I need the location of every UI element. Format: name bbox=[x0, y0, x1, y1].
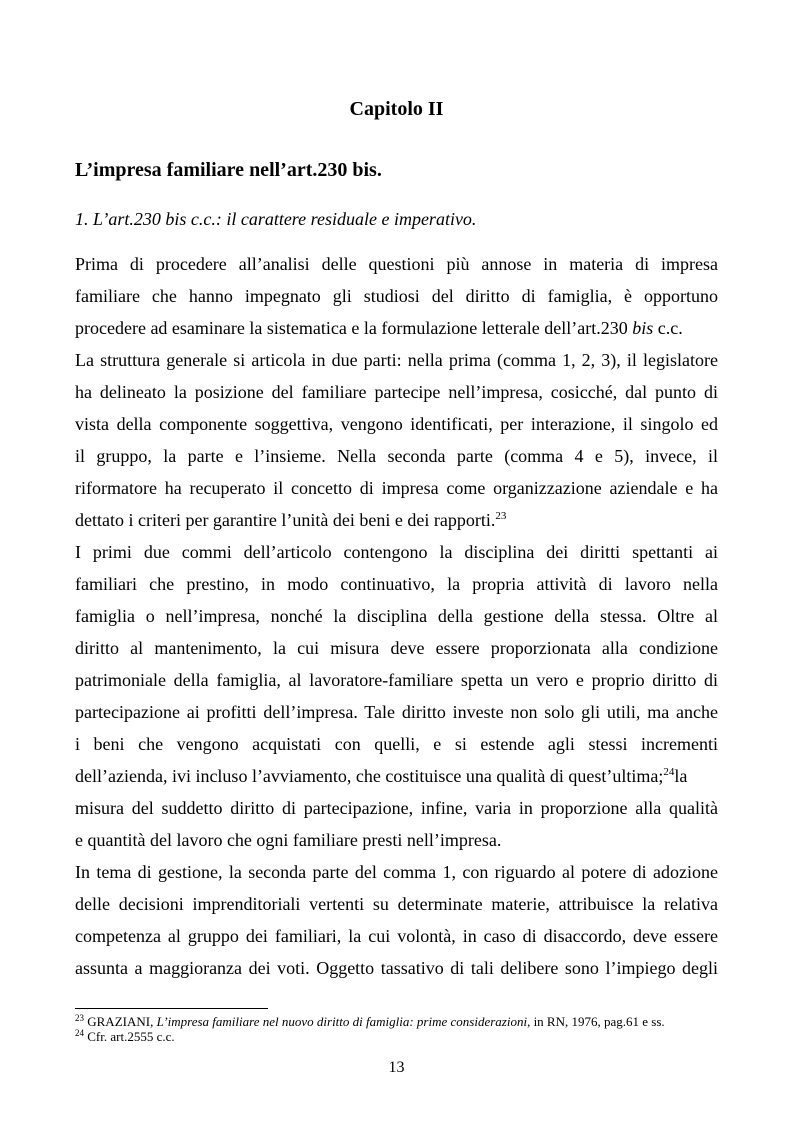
footnote-text: Cfr. art.2555 c.c. bbox=[87, 1029, 175, 1044]
footnote-number: 23 bbox=[75, 1013, 84, 1023]
footnote-number: 24 bbox=[75, 1028, 84, 1038]
body-line: La struttura generale si articola in due parti: nella prima (comma 1, 2, 3), il legislatore bbox=[75, 350, 718, 370]
footnote-separator bbox=[75, 1008, 268, 1009]
body-line bbox=[75, 312, 718, 344]
body-line: diritto al mantenimento, la cui misura deve essere proporzionata alla condizione bbox=[75, 638, 718, 658]
body-line: famiglia o nell’impresa, nonché la disciplina della gestione della stessa. Oltre al bbox=[75, 606, 718, 626]
subsection-title: 1. L’art.230 bis c.c.: il carattere residuale e imperativo. bbox=[75, 209, 477, 229]
footnote-23 bbox=[75, 1014, 718, 1029]
footnote-24 bbox=[75, 1029, 718, 1044]
body-line: riformatore ha recuperato il concetto di impresa come organizzazione aziendale e ha bbox=[75, 478, 718, 498]
body-line: ha delineato la posizione del familiare partecipe nell’impresa, cosicché, dal punto di bbox=[75, 382, 718, 402]
italic-term: bis bbox=[632, 318, 654, 338]
text-run: c.c. bbox=[653, 318, 683, 338]
body-line: familiare che hanno impegnato gli studiosi del diritto di famiglia, è opportuno bbox=[75, 286, 718, 306]
body-line: il gruppo, la parte e l’insieme. Nella seconda parte (comma 4 e 5), invece, il bbox=[75, 446, 718, 466]
body-line: Prima di procedere all’analisi delle questioni più annose in materia di impresa bbox=[75, 254, 718, 274]
section-title: L’impresa familiare nell’art.230 bis. bbox=[75, 159, 382, 181]
footnotes bbox=[75, 1014, 718, 1044]
text-run: dell’azienda, ivi incluso l’avviamento, che costituisce una qualità di quest’ultima; bbox=[75, 766, 664, 786]
body-line: I primi due commi dell’articolo contengono la disciplina dei diritti spettanti ai bbox=[75, 542, 718, 562]
footnote-title: L’impresa familiare nel nuovo diritto di famiglia: prime considerazioni bbox=[156, 1014, 528, 1029]
body-line: i beni che vengono acquistati con quelli, e si estende agli stessi incrementi bbox=[75, 734, 718, 754]
chapter-heading: Capitolo II bbox=[349, 98, 444, 120]
body-line: e quantità del lavoro che ogni familiare presti nell’impresa. bbox=[75, 830, 502, 850]
body-line: partecipazione ai profitti dell’impresa. Tale diritto investe non solo gli utili, ma anche bbox=[75, 702, 718, 722]
body-line: competenza al gruppo dei familiari, la cui volontà, in caso di disaccordo, deve essere bbox=[75, 926, 718, 946]
footnote-citation: , in RN, 1976, pag.61 e ss. bbox=[527, 1014, 665, 1029]
body-text bbox=[75, 248, 718, 984]
body-line bbox=[75, 760, 718, 792]
footnote-ref-23[interactable]: 23 bbox=[495, 510, 507, 522]
body-line: misura del suddetto diritto di partecipazione, infine, varia in proporzione alla qualità bbox=[75, 798, 718, 818]
body-line: vista della componente soggettiva, vengono identificati, per interazione, il singolo ed bbox=[75, 414, 718, 434]
body-line: patrimoniale della famiglia, al lavoratore-familiare spetta un vero e proprio diritto di bbox=[75, 670, 718, 690]
text-run: dettato i criteri per garantire l’unità dei beni e dei rapporti. bbox=[75, 510, 496, 530]
body-line bbox=[75, 504, 718, 536]
text-run: procedere ad esaminare la sistematica e la formulazione letterale dell’art.230 bbox=[75, 318, 633, 338]
footnote-ref-24[interactable]: 24 bbox=[663, 766, 675, 778]
body-line: assunta a maggioranza dei voti. Oggetto tassativo di tali delibere sono l’impiego degli bbox=[75, 958, 718, 978]
body-line: familiari che prestino, in modo continuativo, la propria attività di lavoro nella bbox=[75, 574, 718, 594]
footnote-author: GRAZIANI, bbox=[87, 1014, 157, 1029]
text-run: la bbox=[674, 766, 688, 786]
body-line: In tema di gestione, la seconda parte del comma 1, con riguardo al potere di adozione bbox=[75, 862, 718, 882]
page-number: 13 bbox=[388, 1059, 405, 1076]
body-line: delle decisioni imprenditoriali vertenti su determinate materie, attribuisce la relativa bbox=[75, 894, 718, 914]
